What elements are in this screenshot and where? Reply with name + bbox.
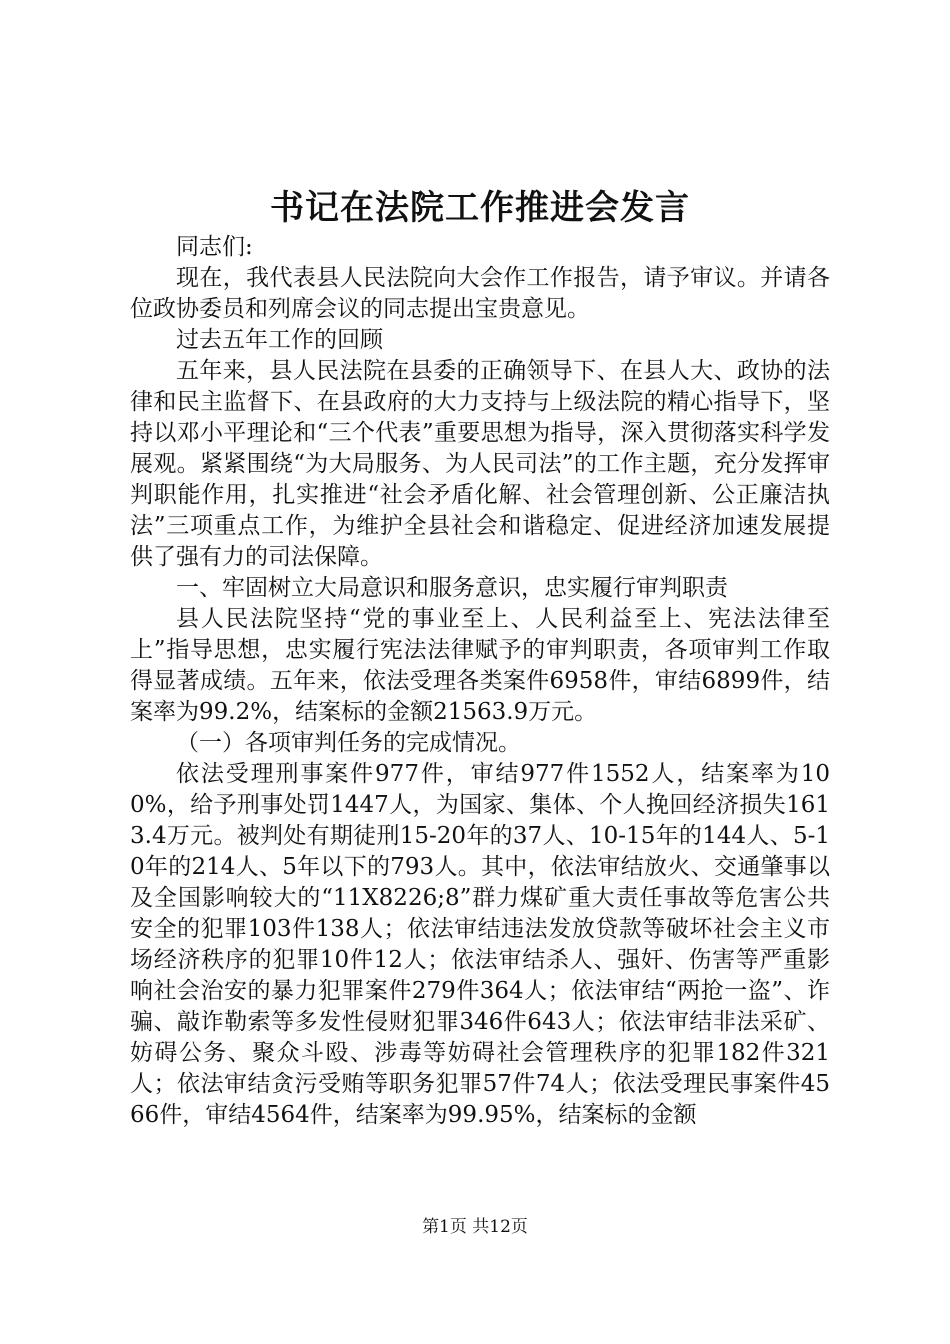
section-heading-review: 过去五年工作的回顾 [176,327,383,353]
section-heading-one: 一、牢固树立大局意识和服务意识，忠实履行审判职责 [176,575,728,601]
review-paragraph: 五年来，县人民法院在县委的正确领导下、在县人大、政协的法律和民主监督下、在县政府的大力支持与上级法院的精心指导下，坚持以邓小平理论和“三个代表”重要思想为指导，深入贯彻落实科学发展观。紧紧围绕“为大局服务、为人民司法”的工作主题，充分发挥审判职能作用，扎实推进“社会矛盾化解、社会管理创新、公正廉洁执法”三项重点工作，为维护全县社会和谐稳定、促进经济加速发展提供了强有力的司法保障。 [130,358,830,570]
case-statistics-paragraph: 依法受理刑事案件977件，审结977件1552人，结案率为100%，给予刑事处罚1447人，为国家、集体、个人挽回经济损失1613.4万元。被判处有期徒刑15-20年的37人、10-15年的144人、5-10年的214人、5年以下的793人。其中，依法审结放火、交通肇事以及全国影响较大的“11X8226;8”群力煤矿重大责任事故等危害公共安全的犯罪103件138人；依法审结违法发放贷款等破坏社会主义市场经济秩序的犯罪10件12人；依法审结杀人、强奸、伤害等严重影响社会治安的暴力犯罪案件279件364人；依法审结“两抢一盗”、诈骗、敲诈勒索等多发性侵财犯罪346件643人；依法审结非法采矿、妨碍公务、聚众斗殴、涉毒等妨碍社会管理秩序的犯罪182件321人；依法审结贪污受贿等职务犯罪57件74人；依法受理民事案件4566件，审结4564件，结案率为99.95%，结案标的金额 [130,761,830,1128]
document-page [130,186,830,1131]
document-title: 书记在法院工作推进会发言 [270,188,690,228]
section-one-paragraph: 县人民法院坚持“党的事业至上、人民利益至上、宪法法律至上”指导思想，忠实履行宪法法律赋予的审判职责，各项审判工作取得显著成绩。五年来，依法受理各类案件6958件，审结6899件，结案率为99.2%，结案标的金额21563.9万元。 [130,606,830,725]
page-footer: 第1页 共12页 [422,1217,528,1237]
salutation: 同志们: [176,234,253,260]
intro-paragraph: 现在，我代表县人民法院向大会作工作报告，请予审议。并请各位政协委员和列席会议的同志提出宝贵意见。 [130,265,830,322]
subsection-heading: （一）各项审判任务的完成情况。 [176,730,521,756]
